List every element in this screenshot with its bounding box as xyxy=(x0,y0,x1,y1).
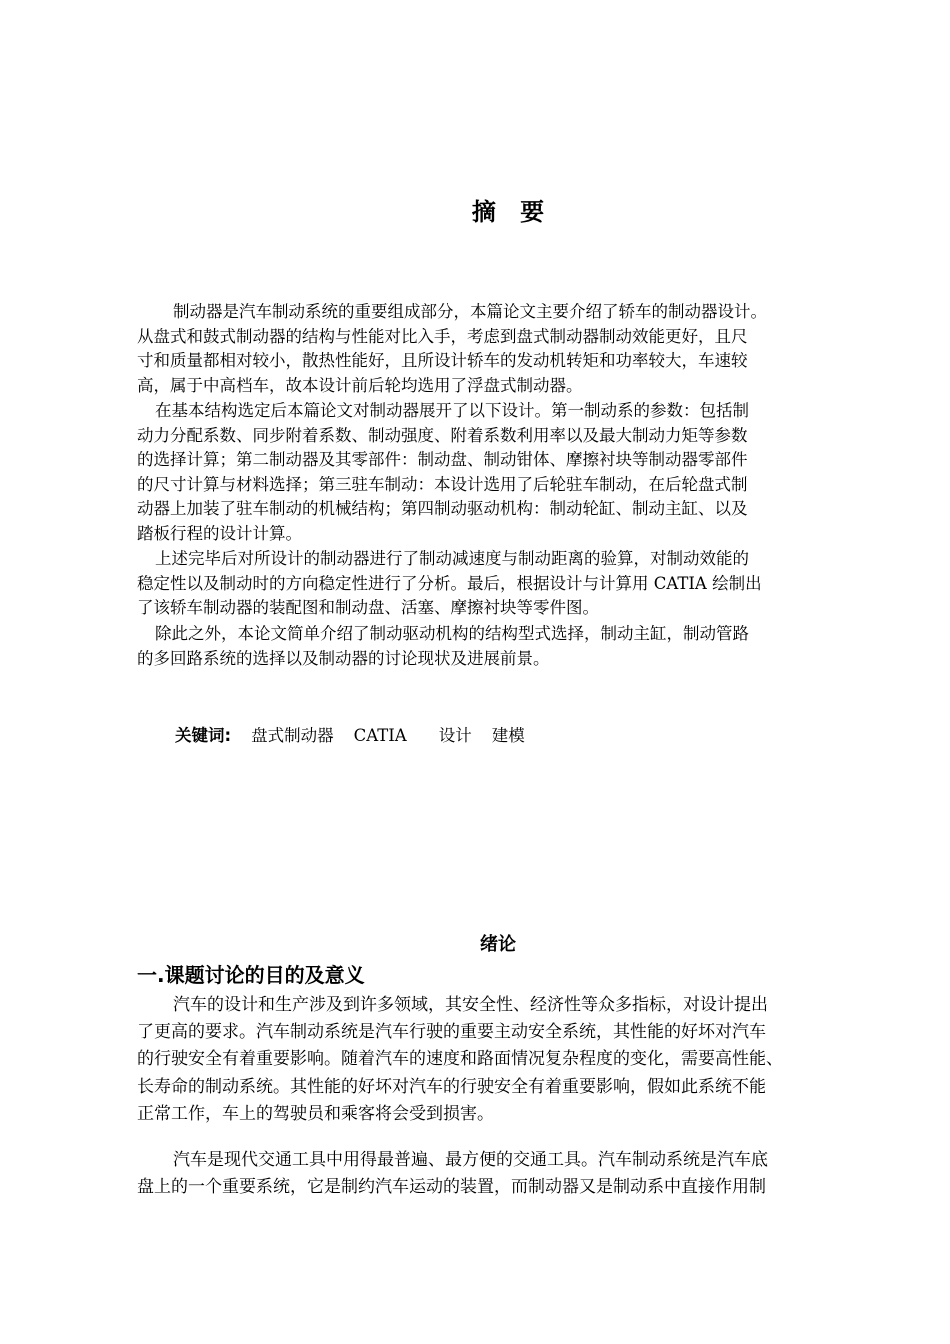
text-line: 动器上加装了驻车制动的机械结构；第四制动驱动机构：制动轮缸、制动主缸、以及 xyxy=(137,499,748,519)
keywords-label: 关键词: xyxy=(175,726,232,745)
intro-title: 绪论 xyxy=(480,934,516,955)
text-line: 了该轿车制动器的装配图和制动盘、活塞、摩擦衬块等零件图。 xyxy=(137,598,599,618)
abstract-paragraph-2 xyxy=(137,399,861,547)
keyword-item: CATIA xyxy=(353,726,407,745)
abstract-paragraph-4 xyxy=(137,622,861,671)
text-line: 动力分配系数、同步附着系数、制动强度、附着系数利用率以及最大制动力矩等参数 xyxy=(137,425,748,445)
keywords-line xyxy=(175,724,545,748)
abstract-title: 摘 要 xyxy=(471,197,553,226)
text-line: 的多回路系统的选择以及制动器的讨论现状及进展前景。 xyxy=(137,648,550,668)
text-line: 长寿命的制动系统。其性能的好坏对汽车的行驶安全有着重要影响，假如此系统不能 xyxy=(137,1076,766,1097)
text-line: 的选择计算；第二制动器及其零部件：制动盘、制动钳体、摩擦衬块等制动器零部件 xyxy=(137,450,748,470)
text-line: 制动器是汽车制动系统的重要组成部分，本篇论文主要介绍了轿车的制动器设计。 xyxy=(173,302,767,321)
text-line: 的尺寸计算与材料选择；第三驻车制动：本设计选用了后轮驻车制动，在后轮盘式制 xyxy=(137,474,748,494)
text-line: 汽车的设计和生产涉及到许多领域，其安全性、经济性等众多指标，对设计提出 xyxy=(173,995,768,1015)
text-line: 稳定性以及制动时的方向稳定性进行了分析。最后，根据设计与计算用 CATIA 绘制出 xyxy=(137,573,762,593)
text-line: 从盘式和鼓式制动器的结构与性能对比入手，考虑到盘式制动器制动效能更好，且尺 xyxy=(137,326,748,346)
keyword-item: 建模 xyxy=(491,726,525,745)
abstract-paragraph-1 xyxy=(137,300,861,398)
abstract-paragraph-3 xyxy=(137,547,861,621)
text-line: 踏板行程的设计计算。 xyxy=(137,523,302,543)
keyword-item: 盘式制动器 xyxy=(251,726,334,745)
text-line: 的行驶安全有着重要影响。随着汽车的速度和路面情况复杂程度的变化，需要高性能、 xyxy=(137,1049,783,1070)
text-line: 在基本结构选定后本篇论文对制动器展开了以下设计。第一制动系的参数：包括制 xyxy=(155,401,749,420)
text-line: 高，属于中高档车，故本设计前后轮均选用了浮盘式制动器。 xyxy=(137,375,583,395)
intro-paragraph-1 xyxy=(137,992,861,1128)
intro-paragraph-2 xyxy=(137,1147,861,1201)
text-line: 汽车是现代交通工具中用得最普遍、最方便的交通工具。汽车制动系统是汽车底 xyxy=(173,1150,768,1170)
text-line: 寸和质量都相对较小，散热性能好，且所设计轿车的发动机转矩和功率较大，车速较 xyxy=(137,351,748,371)
text-line: 除此之外，本论文简单介绍了制动驱动机构的结构型式选择，制动主缸，制动管路 xyxy=(155,624,749,643)
text-line: 上述完毕后对所设计的制动器进行了制动减速度与制动距离的验算，对制动效能的 xyxy=(155,549,749,568)
keyword-item: 设计 xyxy=(438,726,472,745)
text-line: 正常工作，车上的驾驶员和乘客将会受到损害。 xyxy=(137,1103,494,1124)
intro-subtitle: 一.课题讨论的目的及意义 xyxy=(137,963,365,987)
text-line: 盘上的一个重要系统，它是制约汽车运动的装置，而制动器又是制动系中直接作用制 xyxy=(137,1177,766,1198)
text-line: 了更高的要求。汽车制动系统是汽车行驶的重要主动安全系统，其性能的好坏对汽车 xyxy=(137,1022,766,1043)
